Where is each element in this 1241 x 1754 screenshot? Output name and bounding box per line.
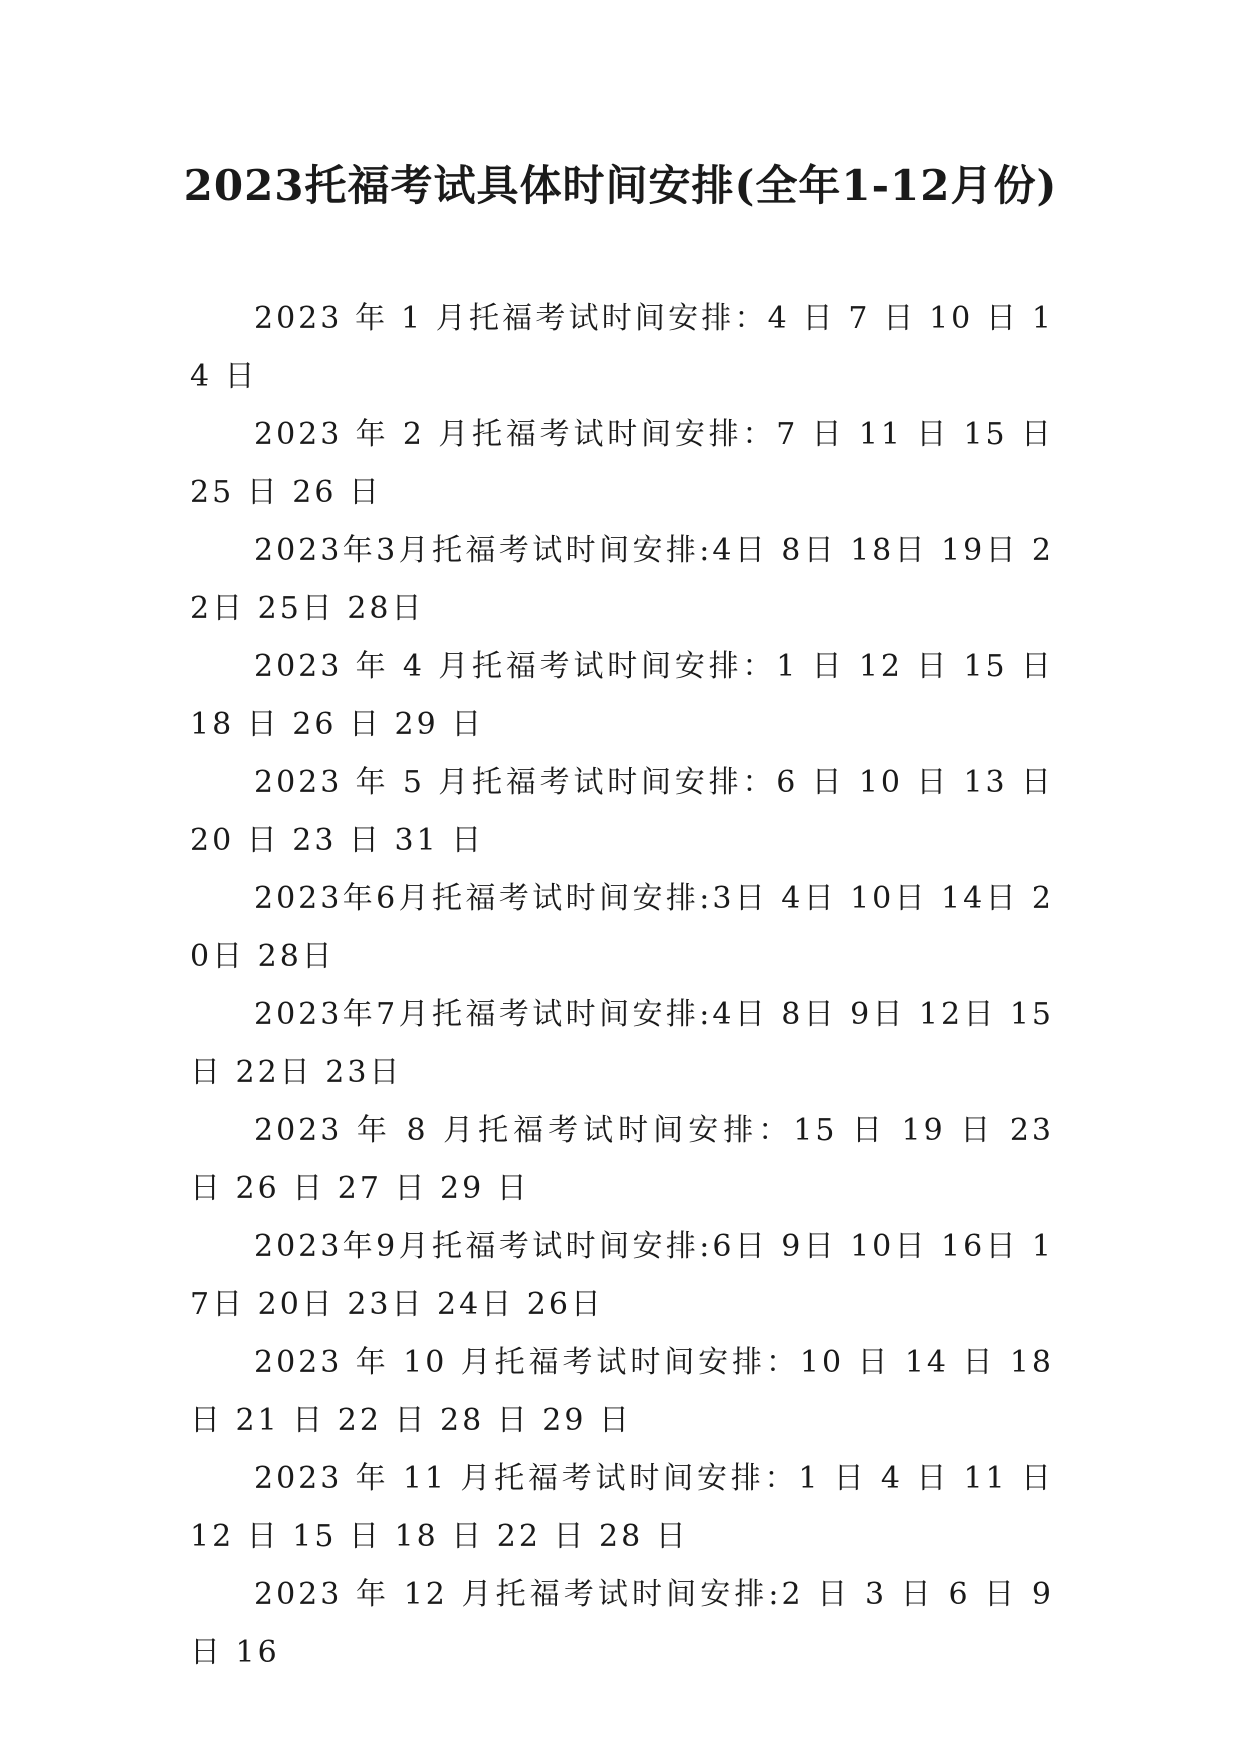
paragraph-august: 2023 年 8 月托福考试时间安排：15 日 19 日 23 日 26 日 27 日 29 日 — [190, 1113, 1054, 1206]
paragraph-february: 2023 年 2 月托福考试时间安排：7 日 11 日 15 日 25 日 26 日 — [190, 417, 1054, 510]
paragraph-july: 2023年7月托福考试时间安排:4日 8日 9日 12日 15日 22日 23日 — [190, 997, 1054, 1090]
paragraph-june: 2023年6月托福考试时间安排:3日 4日 10日 14日 20日 28日 — [190, 881, 1054, 974]
paragraph-september: 2023年9月托福考试时间安排:6日 9日 10日 16日 17日 20日 23日 24日 26日 — [190, 1229, 1054, 1322]
paragraph-january: 2023 年 1 月托福考试时间安排：4 日 7 日 10 日 14 日 — [190, 301, 1054, 394]
document-title: 2023托福考试具体时间安排(全年1-12月份) — [183, 161, 1058, 210]
paragraph-march: 2023年3月托福考试时间安排:4日 8日 18日 19日 22日 25日 28日 — [190, 533, 1054, 626]
paragraph-november: 2023 年 11 月托福考试时间安排：1 日 4 日 11 日 12 日 15 日 18 日 22 日 28 日 — [190, 1461, 1054, 1554]
paragraph-october: 2023 年 10 月托福考试时间安排：10 日 14 日 18 日 21 日 22 日 28 日 29 日 — [190, 1345, 1054, 1438]
paragraph-april: 2023 年 4 月托福考试时间安排：1 日 12 日 15 日 18 日 26 日 29 日 — [190, 649, 1054, 742]
paragraph-may: 2023 年 5 月托福考试时间安排：6 日 10 日 13 日 20 日 23 日 31 日 — [190, 765, 1054, 858]
document-body — [190, 290, 1054, 1682]
paragraph-december: 2023 年 12 月托福考试时间安排:2 日 3 日 6 日 9 日 16 — [190, 1577, 1054, 1670]
